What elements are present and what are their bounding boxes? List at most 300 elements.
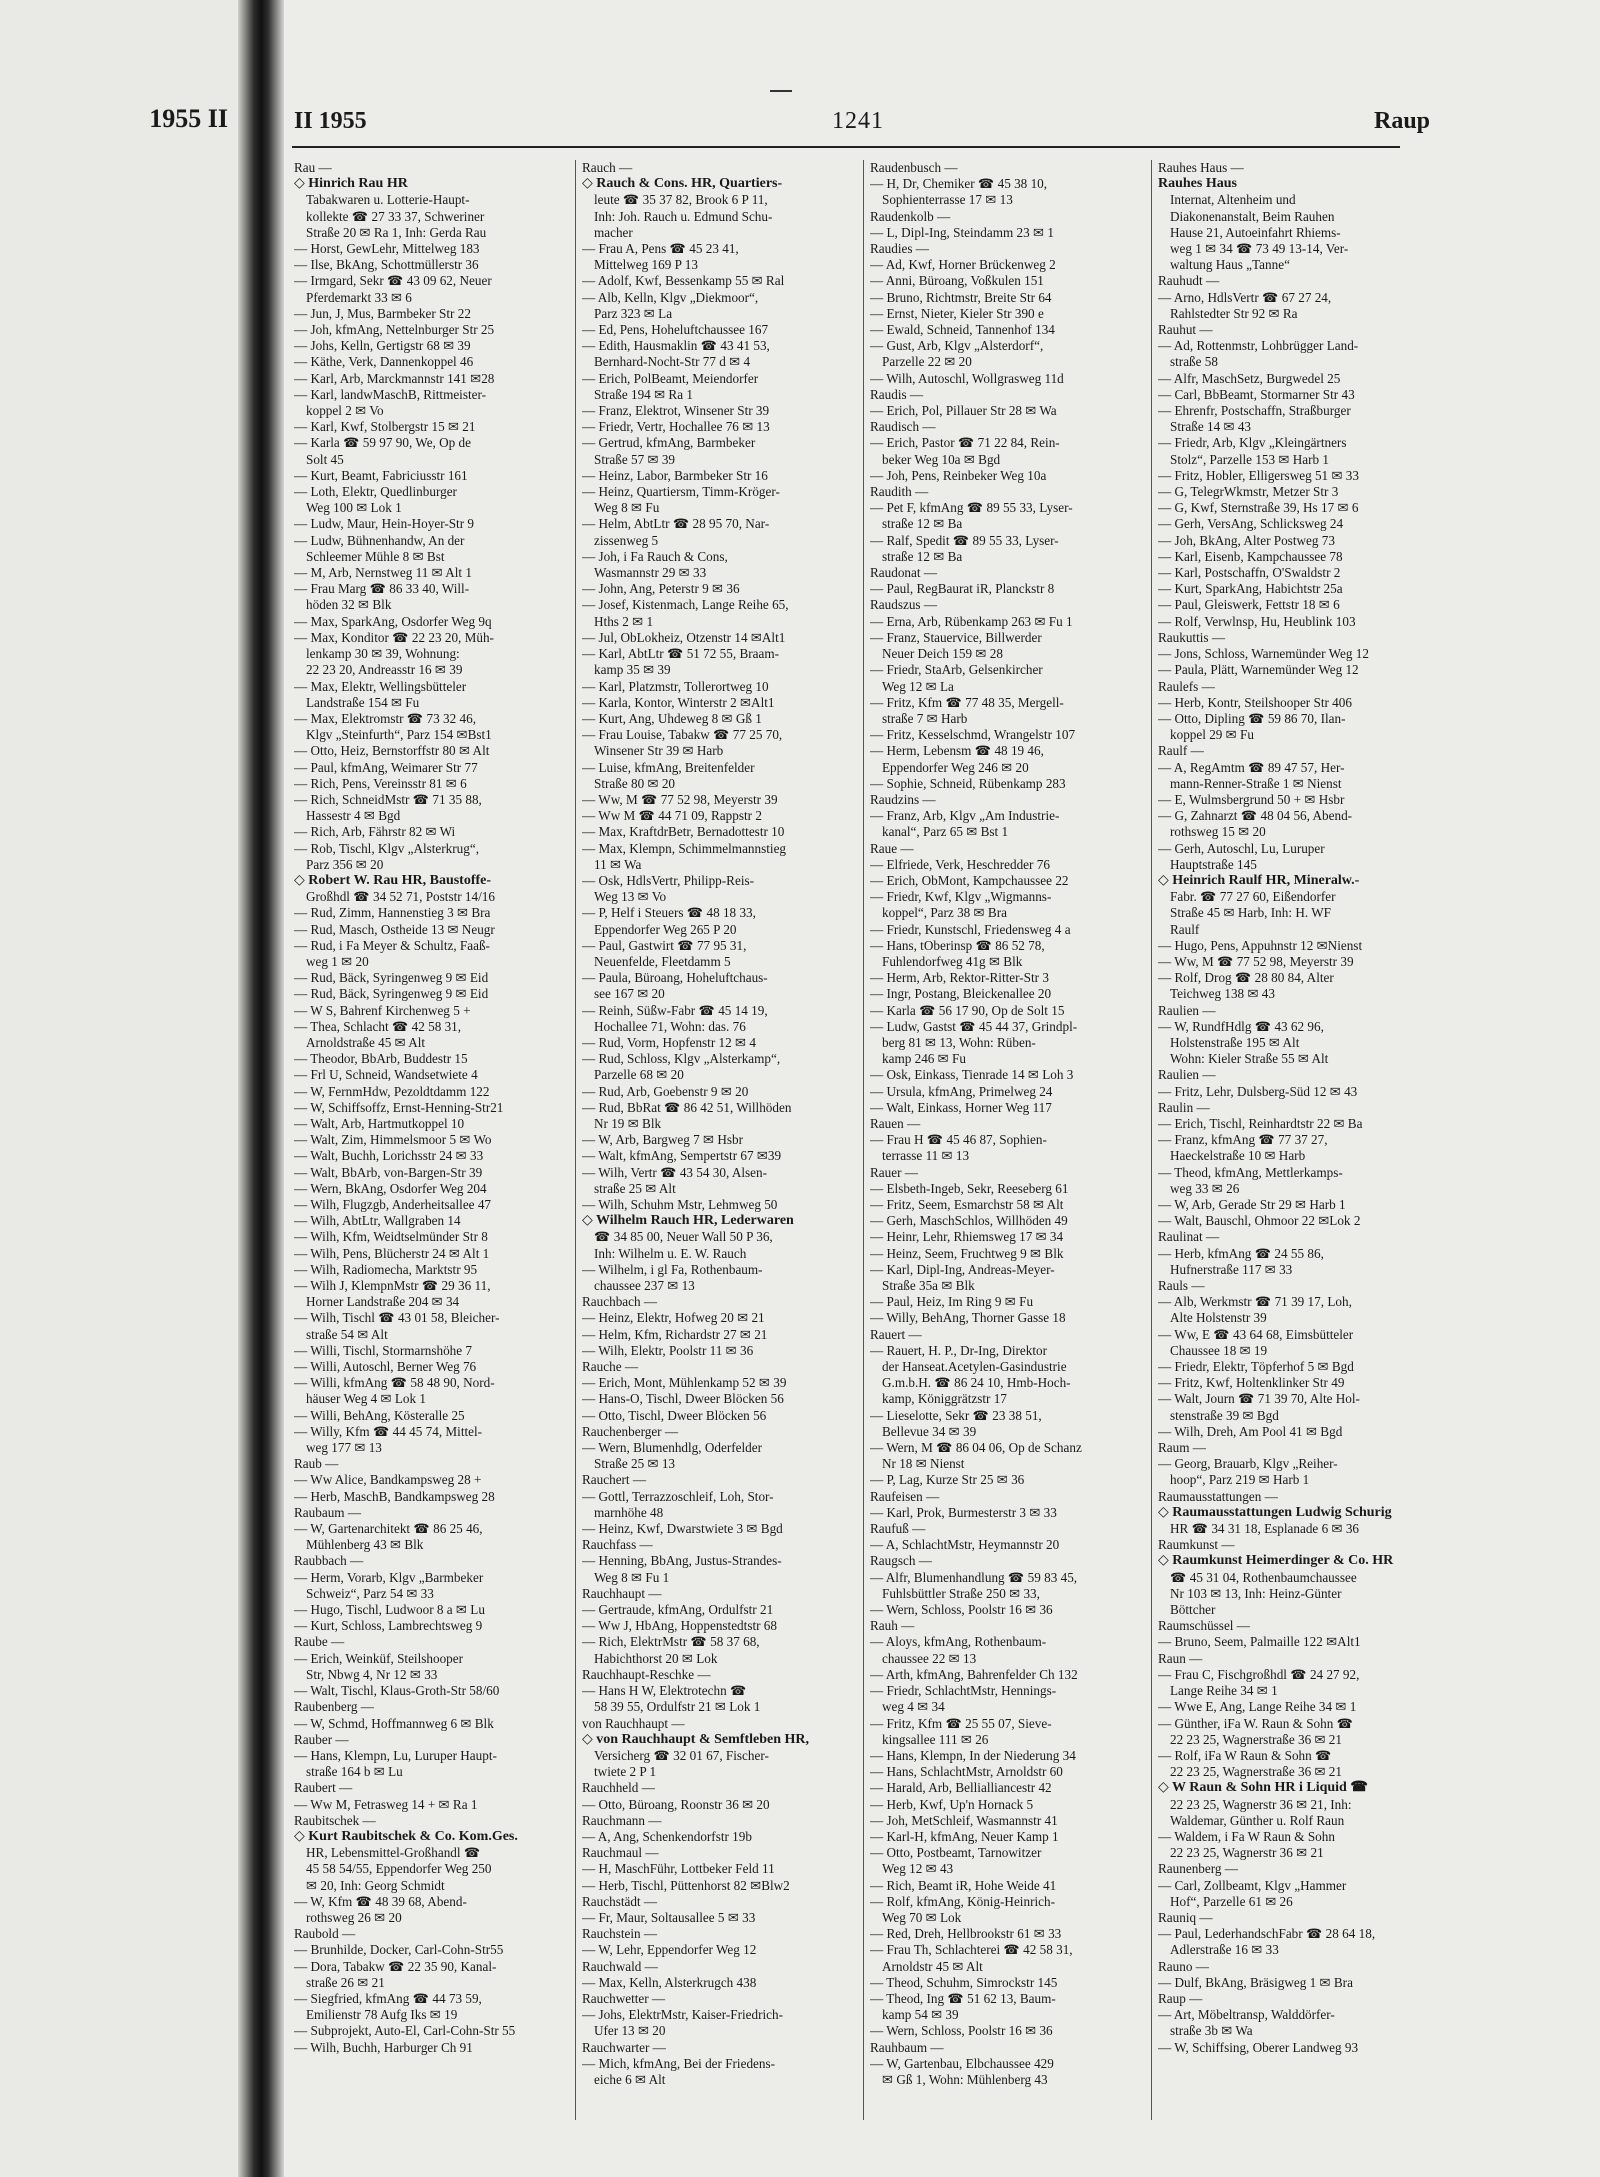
directory-entry-line: — Ralf, Spedit ☎ 89 55 33, Lyser- [870,532,1059,548]
previous-page-line [0,1446,232,1462]
directory-entry-line: — Ww Alice, Bandkampsweg 28 + [294,1472,482,1488]
previous-page-line [0,158,232,174]
column-2 [582,160,856,2088]
directory-entry-line: Rauchhaupt-Reschke — [582,1666,711,1682]
previous-page-line [0,1864,232,1880]
directory-entry-line: — Sophie, Schneid, Rübenkamp 283 [870,775,1066,791]
directory-entry-line: — Theod, kfmAng, Mettlerkamps- [1158,1164,1343,1180]
directory-entry-line: ◇ Raumkunst Heimerdinger & Co. HR [1158,1553,1394,1569]
directory-entry-line: berg 81 ✉ 13, Wohn: Rüben- [882,1034,1036,1050]
directory-entry-line: — W, Arb, Gerade Str 29 ✉ Harb 1 [1158,1197,1346,1212]
directory-entry-line: Raubenberg — [294,1699,374,1715]
directory-entry-line: — Elfriede, Verk, Heschredder 76 [870,856,1050,872]
directory-entry-line: Rauhbaum — [870,2039,944,2055]
directory-entry-line: kamp 246 ✉ Fu [882,1051,966,1067]
directory-entry-line: Raudenbusch — [870,160,958,175]
previous-page-line [0,206,232,222]
directory-entry-line: Hths 2 ✉ 1 [594,613,654,629]
directory-entry-line: Raufeisen — [870,1488,940,1504]
directory-entry-line: Parzelle 22 ✉ 20 [882,354,972,370]
previous-page-line [0,705,232,721]
directory-entry-line: — Herm, Arb, Rektor-Ritter-Str 3 [870,970,1049,986]
directory-entry-line: — Arno, HdlsVertr ☎ 67 27 24, [1158,289,1332,305]
directory-entry-line: Parz 356 ✉ 20 [306,856,384,872]
directory-entry-line: — Rolf, iFa W Raun & Sohn ☎ [1158,1747,1332,1763]
directory-entry-line: — Loth, Elektr, Quedlinburger [294,484,457,500]
previous-page-line [0,834,232,850]
directory-entry-line: G.m.b.H. ☎ 86 24 10, Hmb-Hoch- [882,1375,1071,1391]
directory-entry-line: — Max, Elektr, Wellingsbütteler [294,678,467,694]
directory-entry-line: — E, Wulmsbergrund 50 + ✉ Hsbr [1158,791,1345,807]
directory-entry-line: — Karla ☎ 59 97 90, We, Op de [294,435,471,451]
directory-entry-line: Fuhlendorfweg 41g ✉ Blk [882,953,1023,969]
previous-page-line [0,255,232,271]
directory-entry-line: — Hans, tOberinsp ☎ 86 52 78, [870,937,1045,953]
directory-entry-line: — Wern, Schloss, Poolstr 16 ✉ 36 [870,1602,1053,1618]
previous-page-line [0,770,232,786]
previous-page-line [0,432,232,448]
directory-entry-line: — Rolf, Drog ☎ 28 80 84, Alter [1158,970,1334,986]
previous-page-line [0,1381,232,1397]
previous-page-line [0,1430,232,1446]
previous-page-line [0,1285,232,1301]
directory-entry-line: — Joh, BkAng, Alter Postweg 73 [1158,532,1335,548]
directory-entry-line: — A, RegAmtm ☎ 89 47 57, Her- [1158,759,1345,775]
directory-entry-line: Rauchenberger — [582,1423,679,1439]
directory-entry-line: Neuenfelde, Fleetdamm 5 [594,953,731,969]
directory-entry-line: — Karla, Kontor, Winterstr 2 ✉Alt1 [582,694,775,710]
directory-entry-line: Weg 100 ✉ Lok 1 [306,500,402,516]
directory-entry-line: — Max, SparkAng, Osdorfer Weg 9q [294,613,492,629]
directory-entry-line: Neuer Deich 159 ✉ 28 [882,646,1003,662]
header-rule [292,146,1400,148]
previous-page-line [0,1043,232,1059]
previous-page-line [0,287,232,303]
previous-page-line [0,400,232,416]
previous-page-line [0,1236,232,1252]
directory-entry-line: Weg 8 ✉ Fu [594,500,660,516]
directory-entry-line: Mühlenberg 43 ✉ Blk [306,1537,424,1553]
directory-entry-line: Schweiz“, Parz 54 ✉ 33 [306,1585,434,1601]
directory-entry-line: ◇ Robert W. Rau HR, Baustoffe- [294,872,492,888]
directory-entry-line: Solt 45 [306,451,344,467]
directory-entry-line: — Ww, M ☎ 77 52 98, Meyerstr 39 [1158,953,1354,969]
directory-entry-line: — Rud, Zimm, Hannenstieg 3 ✉ Bra [294,905,491,921]
directory-entry-line: — Hugo, Pens, Appuhnstr 12 ✉Nienst [1158,937,1363,953]
directory-entry-line: — Willi, Tischl, Stormarnshöhe 7 [294,1342,473,1358]
previous-page-line [0,786,232,802]
directory-entry-line: — Willi, kfmAng ☎ 58 48 90, Nord- [294,1375,495,1391]
directory-entry-line: — Erich, Pastor ☎ 71 22 84, Rein- [870,435,1060,451]
directory-entry-line: — Walt, Buchh, Lorichsstr 24 ✉ 33 [294,1148,484,1164]
previous-page-line [0,367,232,383]
previous-page-line [0,1413,232,1429]
directory-entry-line: — Dora, Tabakw ☎ 22 35 90, Kanal- [294,1958,497,1974]
directory-entry-line: — Ad, Rottenmstr, Lohbrügger Land- [1158,338,1359,354]
directory-entry-line: Rauhudt — [1158,273,1220,289]
previous-page-line [0,931,232,947]
directory-entry-line: — Fritz, Hobler, Elligersweg 51 ✉ 33 [1158,467,1359,483]
directory-entry-line: terrasse 11 ✉ 13 [882,1148,970,1164]
directory-entry-line: Rau — [294,160,332,175]
directory-entry-line: — Friedr, Arb, Klgv „Kleingärtners [1158,435,1347,451]
directory-entry-line: Raudenkolb — [870,208,951,224]
directory-entry-line: — Osk, Einkass, Tienrade 14 ✉ Loh 3 [870,1067,1074,1083]
directory-entry-line: Str, Nbwg 4, Nr 12 ✉ 33 [306,1666,438,1682]
directory-entry-line: — Frau Louise, Tabakw ☎ 77 25 70, [582,727,783,743]
directory-entry-line: Rauchstädt — [582,1893,658,1909]
directory-entry-line: 22 23 25, Wagnerstraße 36 ✉ 21 [1170,1764,1342,1780]
directory-entry-line: kanal“, Parz 65 ✉ Bst 1 [882,824,1009,840]
directory-entry-line: Rauhut — [1158,322,1213,338]
directory-entry-line: — Wilh, Dreh, Am Pool 41 ✉ Bgd [1158,1423,1343,1439]
previous-page-line [0,1317,232,1333]
directory-entry-line: — Siegfried, kfmAng ☎ 44 73 59, [294,1990,482,2006]
directory-entry-line: — A, SchlachtMstr, Heymannstr 20 [870,1537,1060,1553]
previous-page-line [0,1784,232,1800]
directory-entry-line: — Mich, kfmAng, Bei der Friedens- [582,2055,776,2071]
previous-page-line [0,190,232,206]
directory-entry-line: — Reinh, Süßw-Fabr ☎ 45 14 19, [582,1002,768,1018]
directory-entry-line: 22 23 20, Andreasstr 16 ✉ 39 [306,662,463,678]
directory-entry-line: — Rud, Vorm, Hopfenstr 12 ✉ 4 [582,1034,756,1050]
previous-page-text [0,142,232,2025]
directory-entry-line: — Franz, Stauervice, Billwerder [870,629,1042,645]
directory-entry-line: — Pet F, kfmAng ☎ 89 55 33, Lyser- [870,500,1073,516]
directory-entry-line: — Wern, M ☎ 86 04 06, Op de Schanz [870,1440,1082,1456]
previous-page-line [0,625,232,641]
directory-entry-line: — Karl, Postschaffn, O'Swaldstr 2 [1158,565,1341,581]
directory-entry-line: eiche 6 ✉ Alt [594,2071,666,2087]
page-number: 1241 [832,108,884,134]
directory-entry-line: — W, Schiffsoffz, Ernst-Henning-Str21 [294,1099,504,1115]
directory-entry-line: — Jun, J, Mus, Barmbeker Str 22 [294,305,471,321]
directory-entry-line: Nr 18 ✉ Nienst [882,1456,965,1472]
directory-entry-line: Straße 45 ✉ Harb, Inh: H. WF [1170,905,1331,921]
previous-page-line [0,351,232,367]
previous-page-line [0,850,232,866]
previous-page-line [0,1848,232,1864]
previous-page-line [0,721,232,737]
directory-entry-line: Hochallee 71, Wohn: das. 76 [594,1018,746,1034]
directory-entry-line: chaussee 237 ✉ 13 [594,1278,695,1294]
directory-entry-line: — Friedr, Kunstschl, Friedensweg 4 a [870,921,1071,937]
directory-entry-line: Rauch — [582,160,633,175]
directory-entry-line: — Willy, BehAng, Thorner Gasse 18 [870,1310,1066,1326]
directory-entry-line: — Max, Kelln, Alsterkrugch 438 [582,1974,757,1990]
directory-entry-line: — Thea, Schlacht ☎ 42 58 31, [294,1018,462,1034]
directory-entry-line: Stolz“, Parzelle 153 ✉ Harb 1 [1170,451,1329,467]
directory-entry-line: Rauhes Haus — [1158,160,1244,175]
directory-entry-line: — Otto, Büroang, Roonstr 36 ✉ 20 [582,1796,770,1812]
directory-entry-line: Raulinat — [1158,1229,1220,1245]
directory-entry-line: — Max, KraftdrBetr, Bernadottestr 10 [582,824,785,840]
directory-entry-line: — Wilhelm, i gl Fa, Rothenbaum- [582,1261,763,1277]
directory-entry-line: — Paul, Heiz, Im Ring 9 ✉ Fu [870,1294,1034,1310]
previous-page-line [0,1639,232,1655]
directory-entry-line: Raudonat — [870,565,938,581]
column-divider [1151,160,1152,2120]
directory-entry-line: — Willi, Autoschl, Berner Weg 76 [294,1359,477,1375]
directory-entry-line: ☎ 45 31 04, Rothenbaumchaussee [1170,1569,1357,1585]
directory-entry-line: — Max, Konditor ☎ 22 23 20, Müh- [294,629,494,645]
directory-entry-line: der Hanseat.Acetylen-Gasindustrie [882,1359,1067,1375]
previous-page-line [0,1816,232,1832]
directory-entry-line: — Ww M ☎ 44 71 09, Rappstr 2 [582,808,762,824]
directory-entry-line: — Theodor, BbArb, Buddestr 15 [294,1051,468,1067]
previous-page-line [0,1767,232,1783]
previous-page-line [0,1880,232,1896]
directory-entry-line: Fabr. ☎ 77 27 60, Eißendorfer [1170,889,1336,905]
directory-entry-line: Raubaum — [294,1504,362,1520]
directory-entry-line: beker Weg 10a ✉ Bgd [882,451,1001,467]
directory-entry-line: — Erich, PolBeamt, Meiendorfer [582,370,759,386]
directory-entry-line: ◇ Raumausstattungen Ludwig Schurig [1158,1504,1392,1520]
previous-page-line [0,1478,232,1494]
directory-entry-line: kingsallee 111 ✉ 26 [882,1731,989,1747]
directory-entry-line: — Harald, Arb, Bellialliancestr 42 [870,1780,1052,1796]
directory-entry-line: — Herb, Kwf, Up'n Hornack 5 [870,1796,1034,1812]
directory-entry-line: Weg 13 ✉ Vo [594,889,667,905]
directory-entry-line: — P, Helf i Steuers ☎ 48 18 33, [582,905,756,921]
directory-entry-line: Mittelweg 169 P 13 [594,257,698,273]
directory-entry-line: — Otto, Postbeamt, Tarnowitzer [870,1845,1042,1861]
directory-entry-line: — Anni, Büroang, Voßkulen 151 [870,273,1044,289]
previous-page-line [0,1623,232,1639]
directory-entry-line: Raumausstattungen — [1158,1488,1278,1504]
directory-entry-line: — Waldem, i Fa W Raun & Sohn [1158,1828,1335,1844]
previous-page-line [0,979,232,995]
directory-entry-line: Inh: Joh. Rauch u. Edmund Schu- [594,208,773,224]
previous-page-line [0,1671,232,1687]
previous-page-line [0,995,232,1011]
directory-entry-line: Raubitschek — [294,1812,376,1828]
directory-entry-line: — Rud, Schloss, Klgv „Alsterkamp“, [582,1051,781,1067]
directory-entry-line: Raudis — [870,386,924,402]
directory-entry-line: ◇ Wilhelm Rauch HR, Lederwaren [582,1213,794,1229]
directory-entry-line: Wohn: Kieler Straße 55 ✉ Alt [1170,1051,1329,1067]
directory-entry-line: Raulien — [1158,1002,1216,1018]
directory-entry-line: — Ehrenfr, Postschaffn, Straßburger [1158,403,1351,419]
directory-entry-line: Rauchmaul — [582,1845,659,1861]
directory-entry-line: 58 39 55, Ordulfstr 21 ✉ Lok 1 [594,1699,761,1715]
directory-entry-line: mann-Renner-Straße 1 ✉ Nienst [1170,775,1342,791]
directory-entry-line: Raulefs — [1158,678,1215,694]
directory-entry-line: — Wwe E, Ang, Lange Reihe 34 ✉ 1 [1158,1699,1357,1715]
directory-entry-line: Rauchwetter — [582,1990,666,2006]
directory-entry-line: — Art, Möbeltransp, Walddörfer- [1158,2007,1335,2023]
directory-entry-line: — John, Ang, Peterstr 9 ✉ 36 [582,581,740,597]
directory-entry-line: — Joh, MetSchleif, Wasmannstr 41 [870,1812,1058,1828]
directory-entry-line: — G, Kwf, Sternstraße 39, Hs 17 ✉ 6 [1158,500,1359,516]
directory-entry-line: hoop“, Parz 219 ✉ Harb 1 [1170,1472,1310,1488]
directory-entry-line: kamp 54 ✉ 39 [882,2007,959,2023]
previous-page-line [0,915,232,931]
directory-entry-line: Parz 323 ✉ La [594,305,673,321]
directory-entry-line: Bellevue 34 ✉ 39 [882,1423,977,1439]
directory-entry-line: — Franz, Elektrot, Winsener Str 39 [582,403,770,419]
directory-entry-line: Raumschüssel — [1158,1618,1250,1634]
directory-entry-line: — Walt, Bauschl, Ohmoor 22 ✉Lok 2 [1158,1213,1361,1229]
directory-entry-line: — Walt, Arb, Hartmutkoppel 10 [294,1115,465,1131]
directory-entry-line: — Rud, Arb, Goebenstr 9 ✉ 20 [582,1083,749,1099]
directory-entry-line: — Rud, Masch, Ostheide 13 ✉ Neugr [294,921,495,937]
directory-entry-line: — Käthe, Verk, Dannenkoppel 46 [294,354,474,370]
previous-page-line [0,1574,232,1590]
directory-entry-line: Straße 14 ✉ 43 [1170,419,1252,435]
directory-entry-line: Arnoldstr 45 ✉ Alt [882,1958,983,1974]
directory-entry-line: — Ww, E ☎ 43 64 68, Eimsbütteler [1158,1326,1354,1342]
directory-entry-line: weg 1 ✉ 20 [306,953,369,969]
directory-entry-line: Weg 8 ✉ Fu 1 [594,1569,670,1585]
directory-entry-line: — Erich, Tischl, Reinhardtstr 22 ✉ Ba [1158,1115,1363,1131]
previous-page-line [0,1494,232,1510]
previous-page-line [0,641,232,657]
directory-entry-line: — Paul, Gleiswerk, Fettstr 18 ✉ 6 [1158,597,1340,613]
directory-entry-line: Raulien — [1158,1067,1216,1083]
directory-entry-line: — Wilh J, KlempnMstr ☎ 29 36 11, [294,1278,491,1294]
directory-entry-line: straße 3b ✉ Wa [1170,2023,1253,2039]
previous-page-line [0,1204,232,1220]
directory-entry-line: — Wilh, Schuhm Mstr, Lehmweg 50 [582,1197,778,1212]
directory-entry-line: Fuhlsbüttler Straße 250 ✉ 33, [882,1585,1040,1601]
directory-entry-line: — Jul, ObLokheiz, Otzenstr 14 ✉Alt1 [582,629,786,645]
directory-entry-line: ✉ Gß 1, Wohn: Mühlenberg 43 [882,2071,1048,2087]
directory-entry-line: — Wilh, Pens, Blücherstr 24 ✉ Alt 1 [294,1245,490,1261]
directory-entry-line: Schleemer Mühle 8 ✉ Bst [306,548,445,564]
directory-entry-line: — Alfr, Blumenhandlung ☎ 59 83 45, [870,1569,1078,1585]
previous-page-line [0,383,232,399]
previous-page-line [0,1912,232,1928]
directory-entry-line: — Fritz, Kwf, Holtenklinker Str 49 [1158,1375,1345,1391]
directory-entry-line: — Erich, Weinküf, Steilshooper [294,1650,464,1666]
directory-entry-line: koppel 29 ✉ Fu [1170,727,1254,743]
previous-page-line [0,1896,232,1912]
directory-entry-line: — Carl, Zollbeamt, Klgv „Hammer [1158,1877,1347,1893]
directory-entry-line: — Irmgard, Sekr ☎ 43 09 62, Neuer [294,273,492,289]
previous-page-line [0,464,232,480]
directory-entry-line: Pferdemarkt 33 ✉ 6 [306,289,412,305]
directory-entry-line: Hof“, Parzelle 61 ✉ 26 [1170,1893,1293,1909]
previous-page-line [0,882,232,898]
directory-entry-line: Diakonenanstalt, Beim Rauhen [1170,208,1335,224]
directory-entry-line: — Ludw, Maur, Hein-Hoyer-Str 9 [294,516,475,532]
directory-entry-line: Weg 70 ✉ Lok [882,1909,962,1925]
directory-entry-line: — Fritz, Kesselschmd, Wrangelstr 107 [870,727,1076,743]
directory-entry-line: Haeckelstraße 10 ✉ Harb [1170,1148,1306,1164]
directory-entry-line: Rauert — [870,1326,922,1342]
directory-entry-line: — L, Dipl-Ing, Steindamm 23 ✉ 1 [870,224,1054,240]
directory-entry-line: — Heinz, Kwf, Dwarstwiete 3 ✉ Bgd [582,1521,783,1537]
directory-entry-line: — Wilh, AbtLtr, Wallgraben 14 [294,1213,461,1229]
directory-entry-line: ☎ 34 85 00, Neuer Wall 50 P 36, [594,1229,773,1245]
previous-page-line [0,544,232,560]
directory-entry-line: Raudzins — [870,791,936,807]
directory-entry-line: Rahlstedter Str 92 ✉ Ra [1170,305,1298,321]
directory-entry-line: — Lieselotte, Sekr ☎ 23 38 51, [870,1407,1042,1423]
directory-entry-line: straße 58 [1170,354,1218,370]
directory-entry-line: Raubert — [294,1780,353,1796]
previous-page-line [0,1590,232,1606]
directory-entry-line: — Red, Dreh, Hellbrookstr 61 ✉ 33 [870,1926,1062,1942]
directory-entry-line: ◇ Heinrich Raulf HR, Mineralw.- [1158,872,1360,888]
directory-entry-line: — W, Lehr, Eppendorfer Weg 12 [582,1942,757,1958]
directory-entry-line: — Heinz, Elektr, Hofweg 20 ✉ 21 [582,1310,765,1326]
directory-entry-line: Rauchmann — [582,1812,662,1828]
directory-entry-line: Raub — [294,1456,339,1472]
directory-entry-line: — Friedr, Kwf, Klgv „Wigmanns- [870,889,1052,905]
directory-entry-line: — Erna, Arb, Rübenkamp 263 ✉ Fu 1 [870,613,1073,629]
directory-entry-line: — Wern, BkAng, Osdorfer Weg 204 [294,1180,487,1196]
directory-entry-line: — Ewald, Schneid, Tannenhof 134 [870,322,1055,338]
previous-page-header: 1955 II [149,104,228,133]
directory-entry-line: zissenweg 5 [594,532,659,548]
previous-page-line [0,737,232,753]
previous-page-line [0,1140,232,1156]
directory-entry-line: Alte Holstenstr 39 [1170,1310,1267,1326]
directory-entry-line: Lange Reihe 34 ✉ 1 [1170,1683,1278,1699]
previous-page-line [0,1124,232,1140]
previous-page-line [0,174,232,190]
directory-entry-line: Adlerstraße 16 ✉ 33 [1170,1942,1279,1958]
column-3 [870,160,1144,2088]
previous-page-line [0,1092,232,1108]
directory-entry-line: — Heinz, Quartiersm, Timm-Kröger- [582,484,780,500]
directory-entry-line: koppel 2 ✉ Vo [306,403,384,419]
directory-entry-line: — Alb, Kelln, Klgv „Diekmoor“, [582,289,759,305]
previous-page-line [0,689,232,705]
directory-entry-line: — Subprojekt, Auto-El, Carl-Cohn-Str 55 [294,2023,516,2039]
previous-page-line [0,512,232,528]
previous-page-line [0,1961,232,1977]
directory-entry-line: — W, Gartenarchitekt ☎ 86 25 46, [294,1521,483,1537]
previous-page-line [0,239,232,255]
directory-entry-line: — W, Gartenbau, Elbchaussee 429 [870,2055,1054,2071]
directory-entry-line: — Ludw, Gastst ☎ 45 44 37, Grindpl- [870,1018,1078,1034]
directory-entry-line: — Walt, Journ ☎ 71 39 70, Alte Hol- [1158,1391,1360,1407]
directory-entry-line: rothsweg 26 ✉ 20 [306,1909,402,1925]
directory-entry-line: straße 12 ✉ Ba [882,548,963,564]
directory-entry-line: — Erich, ObMont, Kampchaussee 22 [870,872,1069,888]
directory-entry-line: Eppendorfer Weg 265 P 20 [594,921,737,937]
previous-page-line [0,1333,232,1349]
directory-entry-line: — Brunhilde, Docker, Carl-Cohn-Str55 [294,1942,504,1958]
directory-entry-line: — Frau C, Fischgroßhdl ☎ 24 27 92, [1158,1666,1360,1682]
directory-entry-line: — Hugo, Tischl, Ludwoor 8 a ✉ Lu [294,1602,485,1618]
directory-entry-line: — P, Lag, Kurze Str 25 ✉ 36 [870,1472,1025,1488]
previous-page-line [0,1462,232,1478]
previous-page-line [0,2009,232,2025]
previous-page-line [0,1832,232,1848]
directory-entry-line: — Frl U, Schneid, Wandsetwiete 4 [294,1067,478,1083]
directory-entry-line: Raudith — [870,484,929,500]
directory-entry-line: Raudies — [870,241,929,257]
directory-entry-line: — Carl, BbBeamt, Stormarner Str 43 [1158,386,1355,402]
directory-entry-line: — Willy, Kfm ☎ 44 45 74, Mittel- [294,1423,483,1439]
directory-entry-line: — Edith, Hausmaklin ☎ 43 41 53, [582,338,770,354]
directory-entry-line: — Wilh, Elektr, Poolstr 11 ✉ 36 [582,1342,754,1358]
previous-page-line [0,416,232,432]
directory-entry-line: lenkamp 30 ✉ 39, Wohnung: [306,646,460,662]
directory-entry-line: Böttcher [1170,1602,1216,1618]
directory-entry-line: — Friedr, SchlachtMstr, Hennings- [870,1683,1057,1699]
directory-entry-line: — Ed, Pens, Hoheluftchaussee 167 [582,322,769,338]
directory-entry-line: — Theod, Schuhm, Simrockstr 145 [870,1974,1058,1990]
directory-entry-line: — Heinr, Lehr, Rhiemsweg 17 ✉ 34 [870,1229,1064,1245]
page-header [284,108,1600,148]
directory-entry-line: Wasmannstr 29 ✉ 33 [594,565,707,581]
directory-entry-line: — Helm, Kfm, Richardstr 27 ✉ 21 [582,1326,768,1342]
